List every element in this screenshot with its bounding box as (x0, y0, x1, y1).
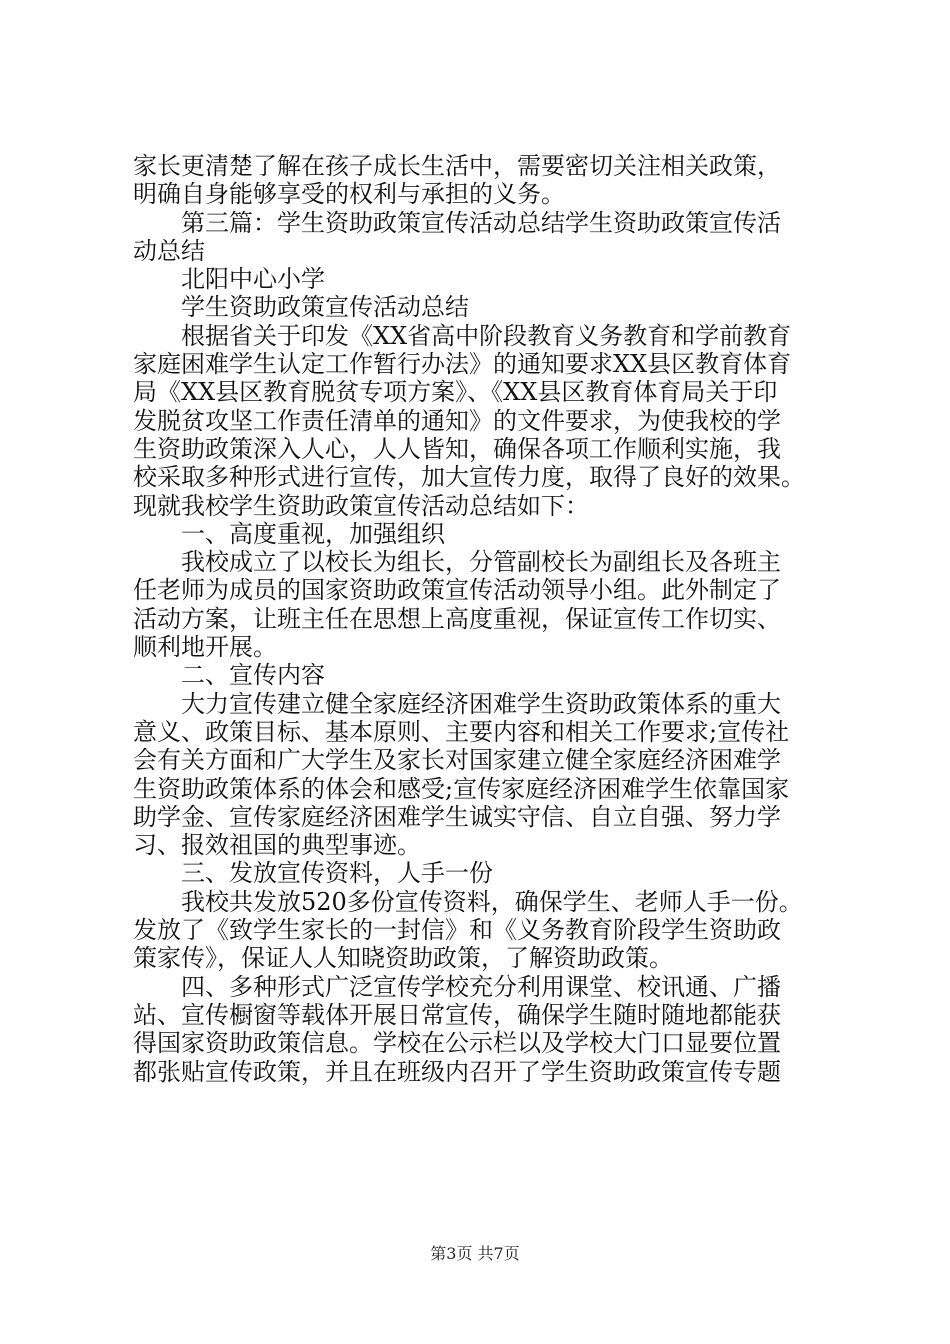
text-line: 家长更清楚了解在孩子成长生活中，需要密切关注相关政策， (133, 152, 781, 180)
text-line: 我校成立了以校长为组长，分管副校长为副组长及各班主 (181, 548, 781, 577)
text-line: 得国家资助政策信息。学校在公示栏以及学校大门口显要位置 (133, 1029, 781, 1058)
text-line: 生资助政策体系的体会和感受;宣传家庭经济困难学生依靠国家 (133, 774, 790, 803)
school-name: 北阳中心小学 (181, 265, 325, 294)
text-line: 现就我校学生资助政策宣传活动总结如下： (133, 491, 589, 520)
text-line: 局《XX县区教育脱贫专项方案》、《XX县区教育体育局关于印 (133, 378, 778, 407)
page-number: 第3页 共7页 (430, 1244, 520, 1263)
text-line: 会有关方面和广大学生及家长对国家建立健全家庭经济困难学 (133, 746, 781, 775)
text-line: 发脱贫攻坚工作责任清单的通知》的文件要求，为使我校的学 (133, 406, 781, 435)
text-line: 生资助政策深入人心，人人皆知，确保各项工作顺利实施，我 (133, 434, 781, 463)
text-line: 顺利地开展。 (133, 633, 277, 662)
section-heading-continued: 动总结 (133, 236, 205, 265)
page-footer (0, 1244, 950, 1264)
subheading: 二、宣传内容 (181, 661, 325, 690)
text-line: 大力宣传建立健全家庭经济困难学生资助政策体系的重大 (181, 689, 781, 718)
text-line: 校采取多种形式进行宣传，加大宣传力度，取得了良好的效果。 (133, 463, 805, 492)
subheading: 四、多种形式广泛宣传学校充分利用课堂、校讯通、广播 (181, 972, 781, 1001)
section-heading: 第三篇：学生资助政策宣传活动总结学生资助政策宣传活 (181, 208, 781, 237)
text-line: 习、报效祖国的典型事迹。 (133, 831, 421, 860)
subheading: 一、高度重视，加强组织 (181, 519, 445, 548)
text-line: 明确自身能够享受的权利与承担的义务。 (133, 180, 565, 209)
text-line: 根据省关于印发《XX省高中阶段教育义务教育和学前教育 (181, 321, 792, 350)
text-line: 任老师为成员的国家资助政策宣传活动领导小组。此外制定了 (133, 576, 781, 605)
document-body (133, 152, 833, 1086)
text-line: 发放了《致学生家长的一封信》和《义务教育阶段学生资助政 (133, 916, 781, 945)
text-line: 我校共发放520多份宣传资料，确保学生、老师人手一份。 (181, 887, 803, 916)
text-line: 意义、政策目标、基本原则、主要内容和相关工作要求;宣传社 (133, 717, 790, 746)
text-line: 活动方案，让班主任在思想上高度重视，保证宣传工作切实、 (133, 604, 781, 633)
text-line: 策家传》，保证人人知晓资助政策，了解资助政策。 (133, 944, 673, 973)
text-line: 站、宣传橱窗等载体开展日常宣传，确保学生随时随地都能获 (133, 1000, 781, 1029)
text-line: 都张贴宣传政策，并且在班级内召开了学生资助政策宣传专题 (133, 1057, 781, 1086)
document-title: 学生资助政策宣传活动总结 (181, 293, 469, 322)
text-line: 助学金、宣传家庭经济困难学生诚实守信、自立自强、努力学 (133, 802, 781, 831)
subheading: 三、发放宣传资料，人手一份 (181, 859, 493, 888)
text-line: 家庭困难学生认定工作暂行办法》的通知要求XX县区教育体育 (133, 350, 792, 379)
